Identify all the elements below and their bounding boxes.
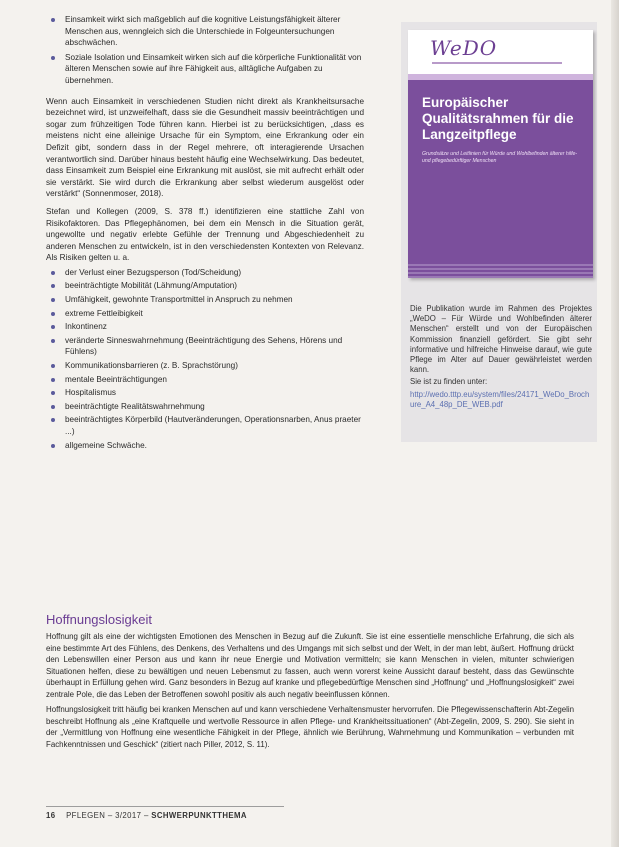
list-item: beeinträchtigte Realitätswahrnehmung [46,401,364,413]
sidebar-description [410,304,592,412]
book-cover-image [408,30,593,278]
body-paragraph: Hoffnung gilt als eine der wichtigsten Emotionen des Menschen in Bezug auf die Zukunft. Sie ist eine essentielle menschliche Erfahrung, die sich als eine bestimmte Art des Fühlens, des Denkens, des Verhaltens und des Umgangs mit sich selbst und der Welt, in der man lebt, äußert. Hoffnung drückt den Lebenswillen einer Person aus und kann ihr neue Energie und Motivation vermitteln; sie kann Menschen in vielen, mitunter schwierigen Situationen helfen, diese zu bewältigen und neuen Lebensmut zu fassen, auch wenn vorerst keine Aussicht darauf besteht, dass das Gewünschte überhaupt in Erfüllung gehen wird. Ganz besonders in Bezug auf kranke und pflegebedürftige Menschen sind „Hoffnung“ und „Hoffnungslosigkeit“ zwei zentrale Pole, die das Leben der Betroffenen sowohl positiv als auch negativ beeinflussen können. [46,632,574,699]
page-footer [46,811,574,820]
list-item: beeinträchtigte Mobilität (Lähmung/Amputation) [46,280,364,292]
list-item: allgemeine Schwäche. [46,440,364,452]
list-item: Umfähigkeit, gewohnte Transportmittel in Anspruch zu nehmen [46,294,364,306]
book-title: Europäischer Qualitätsrahmen für die Langzeitpflege [422,95,574,142]
list-item: Kommunikationsbarrieren (z. B. Sprachstörung) [46,360,364,372]
magazine-issue: PFLEGEN – 3/2017 – [66,811,149,820]
list-item: extreme Fettleibigkeit [46,308,364,320]
top-bullet-list [46,14,364,87]
book-cover-stripes [408,264,593,278]
risk-factor-list [46,267,364,451]
list-item: veränderte Sinneswahrnehmung (Beeinträchtigung des Sehens, Hörens und Fühlens) [46,335,364,358]
section-topic: SCHWERPUNKTTHEMA [151,811,247,820]
list-item: beeinträchtigtes Körperbild (Hautveränderungen, Operationsnarben, Anus praeter ...) [46,414,364,437]
logo-underline [432,62,562,64]
section-body [46,631,574,754]
book-cover-band [408,74,593,80]
publication-link[interactable]: http://wedo.tttp.eu/system/files/24171_WeDo_Brochure_A4_48p_DE_WEB.pdf [410,389,590,409]
list-item: Einsamkeit wirkt sich maßgeblich auf die kognitive Leistungsfähigkeit älterer Menschen aus, wenngleich sich die Unterschiede in Folgeuntersuchungen abschwächen. [46,14,364,49]
list-item: Soziale Isolation und Einsamkeit wirken sich auf die körperliche Funktionalität von älteren Menschen sowie auf ihre Fähigkeit aus, alltägliche Aufgaben zu übernehmen. [46,52,364,87]
list-item: Inkontinenz [46,321,364,333]
list-item: der Verlust einer Bezugsperson (Tod/Scheidung) [46,267,364,279]
wedo-logo: WeDO [430,36,498,60]
sidebar-paragraph: Die Publikation wurde im Rahmen des Projektes „WeDO – Für Würde und Wohlbefinden älterer Menschen“ erstellt und von der Europäischen Kommission finanziell gefördert. Sie gibt sehr informative und hilfreiche Hinweise darauf, wie gute Pflege im Alter auf Dauer gewährleistet werden kann. [410,304,592,375]
body-paragraph: Stefan und Kollegen (2009, S. 378 ff.) identifizieren eine stattliche Zahl von Risikofaktoren. Das Pflegephänomen, bei dem ein Mensch in die Situation gerät, ungewollte und negativ erlebte Gefühle der Trennung und Abgeschiedenheit zu anderen Menschen zu entwickeln, ist in den verschiedensten Kontexten von Relevanz. Als Risiken gelten u. a. [46,206,364,263]
page-edge-shadow [611,0,619,847]
section-heading: Hoffnungslosigkeit [46,612,152,627]
page-number: 16 [46,811,56,820]
list-item: Hospitalismus [46,387,364,399]
body-paragraph: Wenn auch Einsamkeit in verschiedenen Studien nicht direkt als Krankheitsursache bezeichnet wird, ist unzweifelhaft, dass sie die Gesundheit massiv beeinträchtigen und sogar zum frühzeitigen Tode führen kann. Hierbei ist zu berücksichtigen, „dass es meistens nicht eine alleinige Ursache für ein Symptom, eine Erkrankung oder ein Defizit gibt, sondern dass in der Regel mehrere, oft interagierende Ursachen verantwortlich sind. Darüber hinaus besteht häufig eine Wechselwirkung. Das bedeutet, dass Einsamkeit zum Beispiel eine Erkrankung mit auslöst, sie mit aufrecht erhält oder sie verstärkt. Sie wird durch die Erkrankung aber selbst wiederum ausgelöst oder verstärkt“ (Sonnenmoser, 2018). [46,96,364,199]
body-paragraph: Hoffnungslosigkeit tritt häufig bei kranken Menschen auf und kann verschiedene Verhaltensmuster hervorrufen. Die Pflegewissenschafterin Abt-Zegelin beschreibt Hoffnung als „eine Kraftquelle und wertvolle Ressource in allen Pflege- und Krankheitssituationen“ (Abt-Zegelin, 2009, S. 290). Sie sieht in der „Vermittlung von Hoffnung eine wesentliche Fähigkeit in der Pflege, ähnlich wie Berührung, Wahrnehmung und Kommunikation – verbunden mit Fachkenntnissen und Geschick“ (zitiert nach Piller, 2012, S. 11). [46,705,574,749]
book-cover-header [408,30,593,74]
book-subtitle: Grundsätze und Leitlinien für Würde und Wohlbefinden älterer hilfe- und pflegebedürftiger Menschen [422,151,578,164]
sidebar-find-label: Sie ist zu finden unter: [410,377,488,387]
footer-divider [46,806,284,807]
left-column [46,14,364,453]
list-item: mentale Beeinträchtigungen [46,374,364,386]
publication-sidebar [401,22,597,442]
